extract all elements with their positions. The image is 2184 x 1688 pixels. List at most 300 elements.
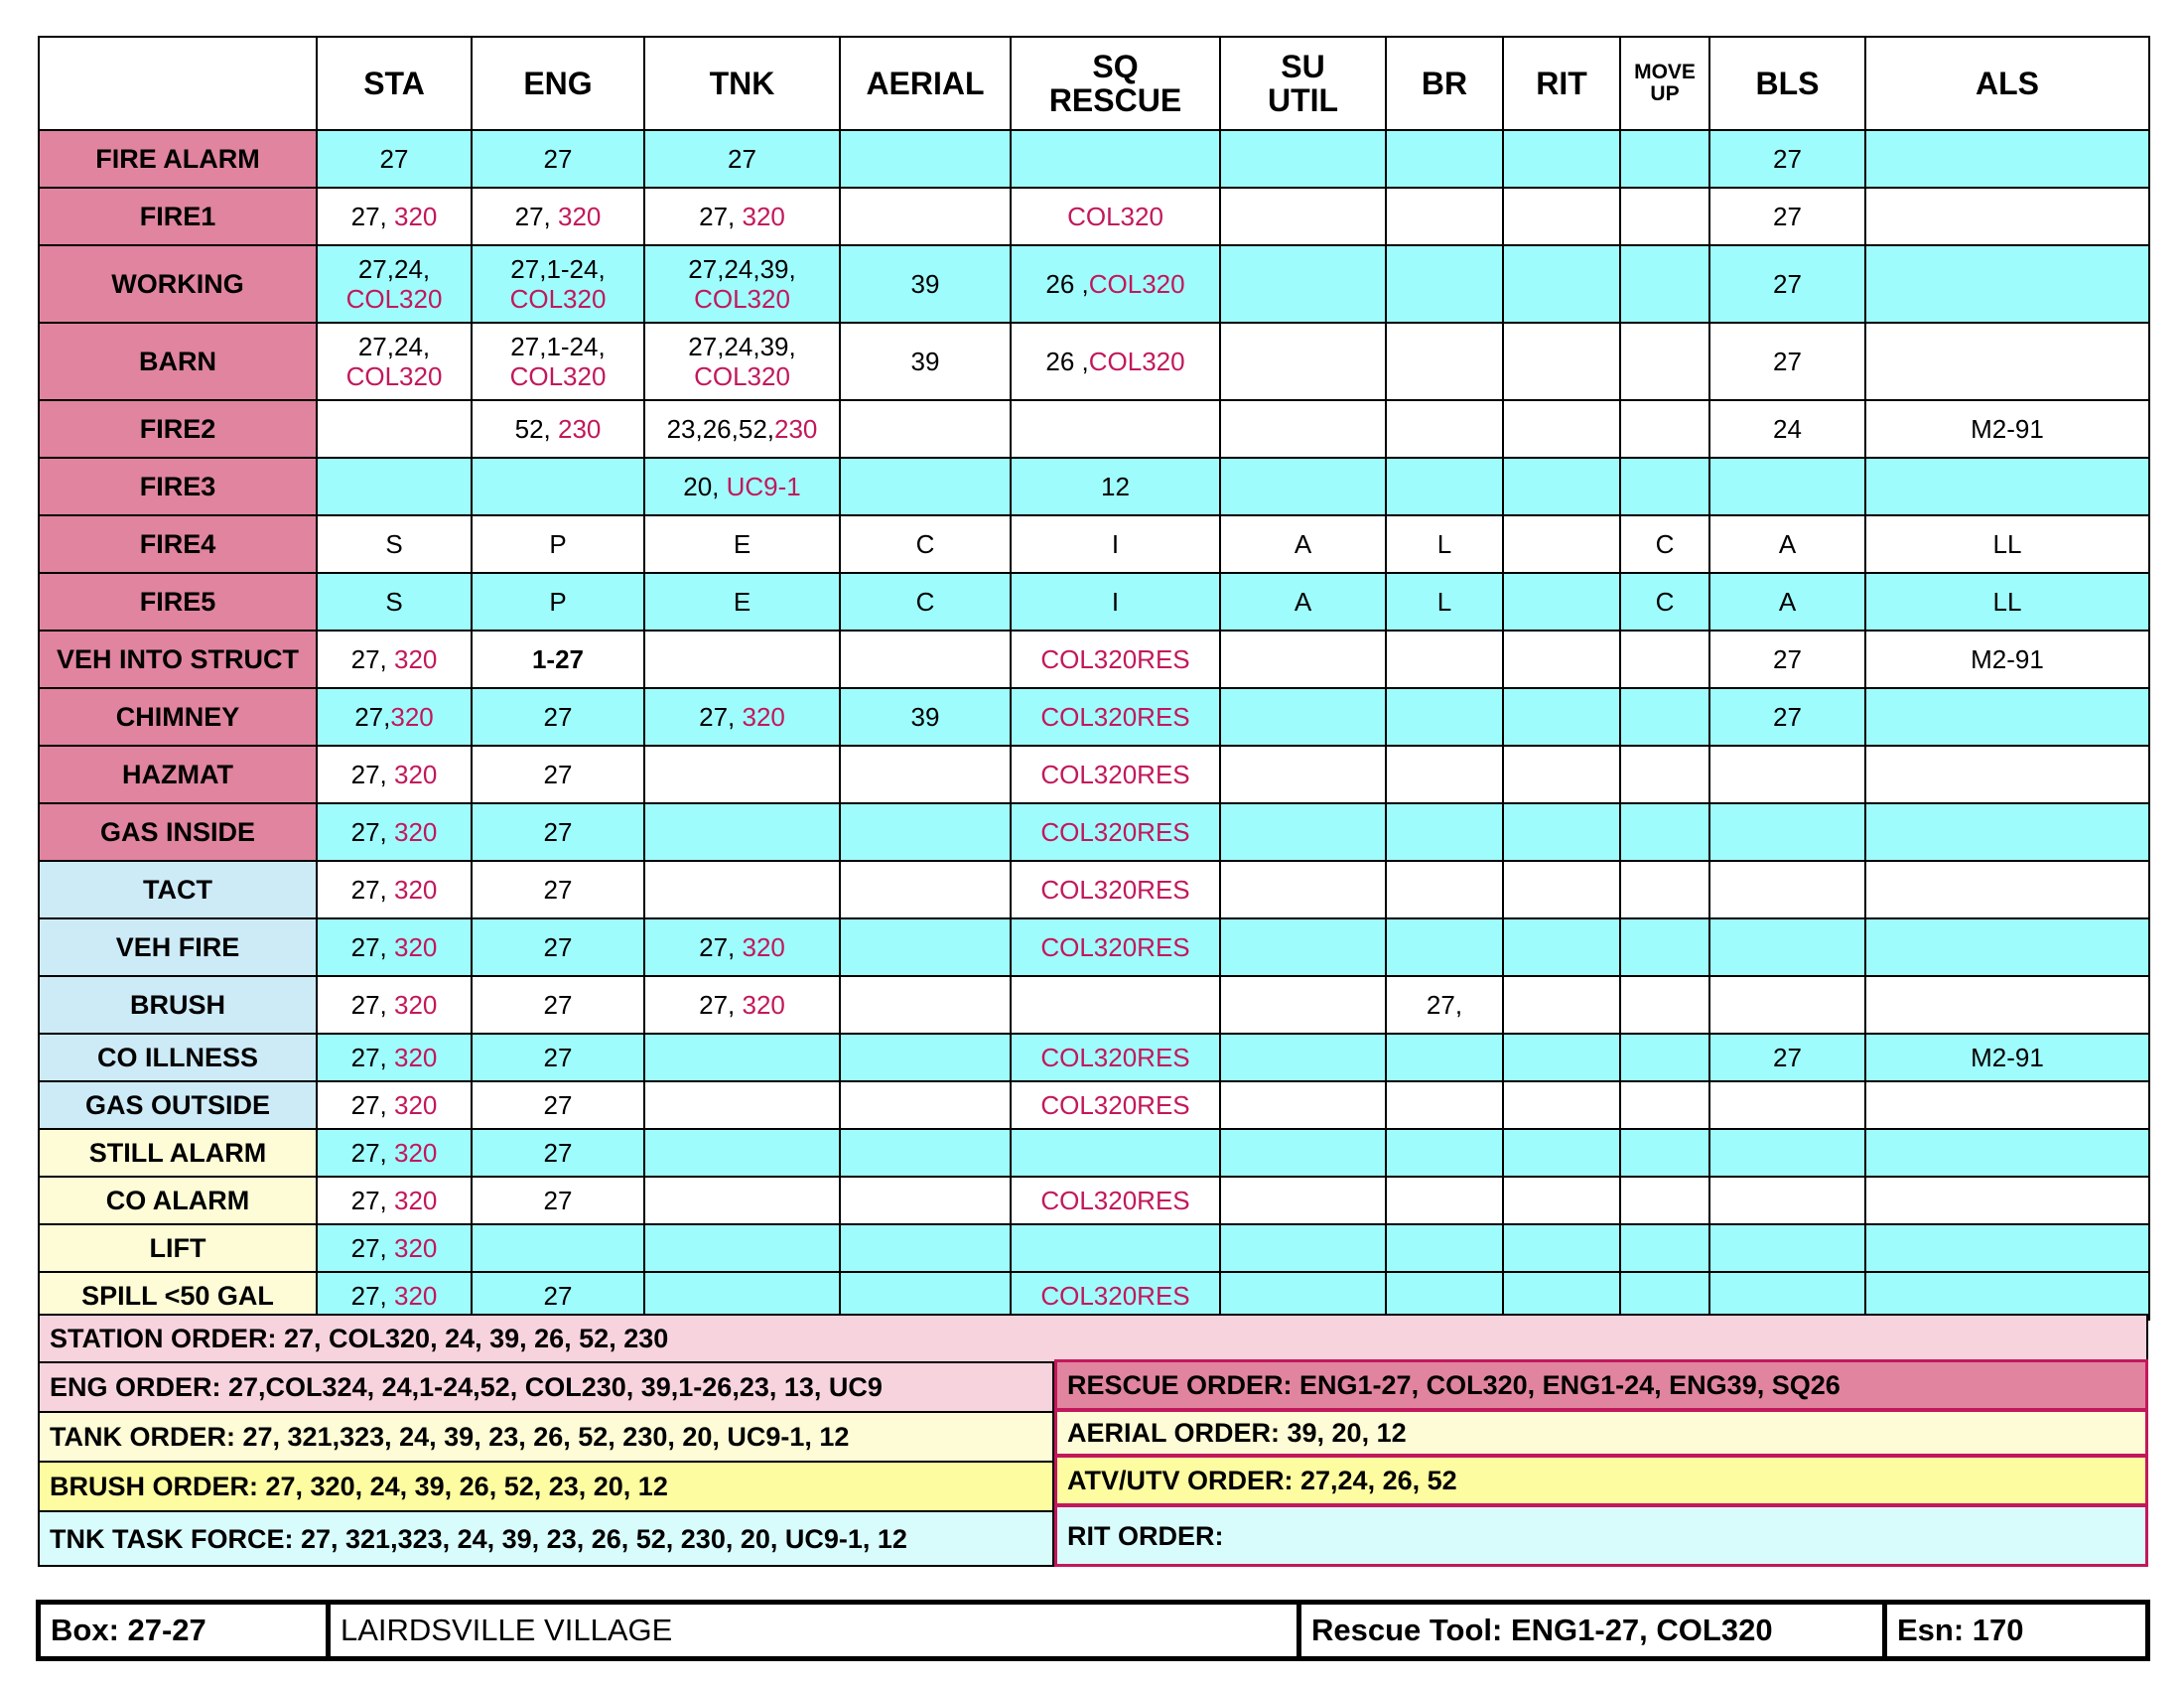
table-cell — [1011, 1129, 1220, 1177]
table-cell — [1386, 1129, 1503, 1177]
table-cell — [644, 861, 840, 918]
cell-text: 27, — [350, 817, 394, 847]
cell-text: COL320 — [1088, 269, 1185, 299]
table-cell — [1620, 188, 1709, 245]
table-cell — [1865, 188, 2149, 245]
table-cell — [840, 746, 1011, 803]
table-cell — [840, 918, 1011, 976]
table-cell — [644, 1034, 840, 1081]
table-row — [39, 188, 2149, 245]
table-cell — [1220, 1129, 1386, 1177]
row-label: FIRE ALARM — [39, 130, 317, 188]
table-cell — [840, 458, 1011, 515]
table-cell — [1386, 130, 1503, 188]
cell-text: 320 — [393, 1186, 438, 1215]
rescue-order: RESCUE ORDER: ENG1-27, COL320, ENG1-24, ENG39, SQ26 — [1054, 1359, 2148, 1411]
cell-text: 320 — [393, 817, 438, 847]
table-cell — [1503, 188, 1620, 245]
cell-text: C — [915, 529, 935, 559]
table-row — [39, 400, 2149, 458]
table-cell — [840, 400, 1011, 458]
cell-text: 320 — [390, 702, 434, 732]
cell-text: COL320 — [694, 284, 790, 314]
table-cell — [1620, 130, 1709, 188]
table-cell — [1709, 458, 1865, 515]
table-row — [39, 1272, 2149, 1320]
cell-text: 27, — [699, 932, 743, 962]
table-cell — [644, 323, 840, 400]
table-cell — [472, 688, 644, 746]
row-label: SPILL <50 GAL — [39, 1272, 317, 1320]
table-cell — [472, 130, 644, 188]
cell-text: 27 — [543, 1043, 573, 1072]
table-cell — [1620, 400, 1709, 458]
cell-text: A — [1778, 587, 1797, 617]
table-cell — [644, 1081, 840, 1129]
box-number: Box: 27-27 — [51, 1613, 206, 1647]
cell-text: 320 — [393, 1281, 438, 1311]
orders-block — [38, 1314, 2148, 1571]
table-cell — [644, 631, 840, 688]
cell-text: 27, — [350, 1233, 394, 1263]
table-cell — [472, 1272, 644, 1320]
cell-text: 27 — [1773, 1043, 1802, 1072]
cell-text: 320 — [393, 1233, 438, 1263]
table-cell — [1865, 976, 2149, 1034]
cell-text: 27, — [699, 990, 743, 1020]
location-name: LAIRDSVILLE VILLAGE — [326, 1605, 1297, 1656]
tnk-task-force: TNK TASK FORCE: 27, 321,323, 24, 39, 23, 26, 52, 230, 20, UC9-1, 12 — [38, 1510, 1054, 1567]
cell-text: 23,26,52, — [666, 414, 775, 444]
table-cell — [1386, 803, 1503, 861]
table-cell — [1220, 130, 1386, 188]
cell-text: I — [1111, 587, 1120, 617]
response-grid — [38, 36, 2150, 1321]
col-header-als: ALS — [1865, 37, 2149, 130]
cell-text: 27 — [543, 1138, 573, 1168]
table-cell — [1865, 323, 2149, 400]
table-cell — [644, 1224, 840, 1272]
table-cell — [1620, 573, 1709, 631]
table-cell — [644, 1272, 840, 1320]
cell-text: 27,24,39, — [688, 332, 796, 361]
esn-number: Esn: 170 — [1882, 1605, 2145, 1656]
row-label: CO ALARM — [39, 1177, 317, 1224]
table-cell — [1503, 861, 1620, 918]
table-cell — [1620, 245, 1709, 323]
table-cell — [1386, 458, 1503, 515]
table-cell — [472, 976, 644, 1034]
table-cell — [1220, 1224, 1386, 1272]
table-cell — [472, 746, 644, 803]
table-row — [39, 688, 2149, 746]
table-cell — [1620, 458, 1709, 515]
cell-text: 27, — [350, 990, 394, 1020]
row-label: FIRE1 — [39, 188, 317, 245]
cell-text: I — [1111, 529, 1120, 559]
table-cell — [1709, 1272, 1865, 1320]
table-cell — [1709, 245, 1865, 323]
table-cell — [1220, 573, 1386, 631]
table-cell — [644, 515, 840, 573]
cell-text: 27 — [543, 817, 573, 847]
table-cell — [1386, 573, 1503, 631]
cell-text: 39 — [910, 269, 940, 299]
cell-text: 320 — [393, 932, 438, 962]
table-cell — [1386, 861, 1503, 918]
table-cell — [840, 1129, 1011, 1177]
table-cell — [317, 1224, 472, 1272]
cell-text: 320 — [742, 202, 785, 231]
table-row — [39, 918, 2149, 976]
table-row — [39, 1081, 2149, 1129]
table-row — [39, 631, 2149, 688]
cell-text: 39 — [910, 702, 940, 732]
table-cell — [1220, 803, 1386, 861]
table-cell — [1011, 458, 1220, 515]
cell-text: 27 — [1773, 644, 1802, 674]
table-cell — [840, 688, 1011, 746]
table-cell — [1709, 976, 1865, 1034]
table-cell — [1503, 918, 1620, 976]
eng-order: ENG ORDER: 27,COL324, 24,1-24,52, COL230, 39,1-26,23, 13, UC9 — [38, 1361, 1054, 1413]
table-row — [39, 1129, 2149, 1177]
cell-text: 27, — [350, 1281, 394, 1311]
table-cell — [1620, 688, 1709, 746]
table-cell — [1220, 688, 1386, 746]
cell-text: 27, — [350, 1090, 394, 1120]
cell-text: 230 — [557, 414, 602, 444]
table-cell — [644, 188, 840, 245]
table-cell — [1709, 861, 1865, 918]
table-cell — [1709, 1224, 1865, 1272]
table-cell — [1865, 1177, 2149, 1224]
cell-text: LL — [1992, 529, 2022, 559]
cell-text: 320 — [393, 875, 438, 905]
cell-text: 1-27 — [531, 644, 585, 674]
table-cell — [472, 458, 644, 515]
table-cell — [840, 245, 1011, 323]
cell-text: COL320RES — [1040, 1186, 1190, 1215]
table-cell — [317, 1272, 472, 1320]
table-cell — [1386, 515, 1503, 573]
table-row — [39, 976, 2149, 1034]
table-cell — [1865, 515, 2149, 573]
table-cell — [1503, 400, 1620, 458]
row-label: WORKING — [39, 245, 317, 323]
table-cell — [1386, 976, 1503, 1034]
table-cell — [1620, 1034, 1709, 1081]
cell-text: COL320 — [509, 284, 607, 314]
table-cell — [1709, 688, 1865, 746]
table-cell — [1220, 245, 1386, 323]
table-cell — [1503, 631, 1620, 688]
table-cell — [1011, 1272, 1220, 1320]
table-cell — [317, 861, 472, 918]
cell-text: E — [733, 587, 751, 617]
table-row — [39, 1034, 2149, 1081]
table-cell — [472, 188, 644, 245]
table-cell — [644, 573, 840, 631]
table-cell — [1386, 1272, 1503, 1320]
col-header-tnk: TNK — [644, 37, 840, 130]
table-cell — [1220, 1177, 1386, 1224]
table-cell — [1011, 1034, 1220, 1081]
table-row — [39, 130, 2149, 188]
col-header-sta: STA — [317, 37, 472, 130]
table-cell — [1620, 631, 1709, 688]
table-cell — [317, 1081, 472, 1129]
table-cell — [1011, 631, 1220, 688]
table-row — [39, 323, 2149, 400]
table-cell — [472, 1224, 644, 1272]
cell-text: UC9-1 — [726, 472, 801, 501]
table-cell — [1011, 515, 1220, 573]
table-cell — [317, 1177, 472, 1224]
table-cell — [1011, 1224, 1220, 1272]
cell-text: COL320RES — [1040, 1090, 1190, 1120]
table-cell — [1709, 323, 1865, 400]
cell-text: 27 — [1773, 702, 1802, 732]
cell-text: 27 — [543, 990, 573, 1020]
cell-text: P — [549, 529, 567, 559]
table-cell — [1386, 1081, 1503, 1129]
cell-text: C — [1655, 529, 1675, 559]
table-cell — [317, 188, 472, 245]
table-cell — [317, 631, 472, 688]
row-label: FIRE2 — [39, 400, 317, 458]
table-cell — [1620, 976, 1709, 1034]
cell-text: 27 — [1773, 202, 1802, 231]
table-cell — [1865, 458, 2149, 515]
table-cell — [472, 631, 644, 688]
table-cell — [1503, 323, 1620, 400]
cell-text: 27,24, — [357, 332, 431, 361]
cell-text: 27 — [543, 1090, 573, 1120]
table-cell — [840, 1177, 1011, 1224]
table-cell — [317, 458, 472, 515]
table-cell — [1220, 1272, 1386, 1320]
row-label: HAZMAT — [39, 746, 317, 803]
table-cell — [1386, 400, 1503, 458]
cell-text: 320 — [393, 990, 438, 1020]
table-cell — [1220, 976, 1386, 1034]
cell-text: 27, — [350, 932, 394, 962]
table-cell — [317, 976, 472, 1034]
table-cell — [1011, 803, 1220, 861]
row-label: STILL ALARM — [39, 1129, 317, 1177]
cell-text: COL320RES — [1040, 702, 1190, 732]
col-header-su-util: SU UTIL — [1220, 37, 1386, 130]
table-row — [39, 1177, 2149, 1224]
cell-text: M2-91 — [1971, 414, 2044, 444]
table-cell — [1503, 746, 1620, 803]
cell-text: 27, — [350, 202, 394, 231]
cell-text: 27 — [543, 144, 573, 174]
cell-text: LL — [1992, 587, 2022, 617]
table-cell — [1011, 918, 1220, 976]
table-cell — [840, 976, 1011, 1034]
table-cell — [1709, 803, 1865, 861]
table-cell — [1620, 1177, 1709, 1224]
cell-text: 27,24, — [357, 254, 431, 284]
table-cell — [1865, 1272, 2149, 1320]
table-cell — [1011, 400, 1220, 458]
rescue-tool: Rescue Tool: ENG1-27, COL320 — [1297, 1605, 1882, 1656]
cell-text: COL320RES — [1040, 817, 1190, 847]
table-cell — [1220, 746, 1386, 803]
table-cell — [1386, 188, 1503, 245]
table-cell — [1620, 1081, 1709, 1129]
cell-text: A — [1294, 587, 1312, 617]
row-label: BARN — [39, 323, 317, 400]
cell-text: 27 — [379, 144, 409, 174]
table-cell — [1220, 400, 1386, 458]
table-cell — [472, 1177, 644, 1224]
cell-text: 320 — [393, 202, 438, 231]
row-label: VEH INTO STRUCT — [39, 631, 317, 688]
cell-text: COL320 — [1067, 202, 1163, 231]
cell-text: 230 — [774, 414, 818, 444]
cell-text: 320 — [742, 932, 785, 962]
table-cell — [317, 130, 472, 188]
table-cell — [1011, 976, 1220, 1034]
col-header-corner — [39, 37, 317, 130]
table-cell — [317, 1034, 472, 1081]
cell-text: 320 — [742, 702, 785, 732]
cell-text: 27, — [350, 760, 394, 789]
cell-text: 320 — [393, 1090, 438, 1120]
table-cell — [1220, 515, 1386, 573]
table-cell — [840, 631, 1011, 688]
table-cell — [1865, 1129, 2149, 1177]
table-cell — [1386, 631, 1503, 688]
table-cell — [1220, 1034, 1386, 1081]
table-cell — [840, 515, 1011, 573]
table-cell — [317, 803, 472, 861]
table-cell — [317, 918, 472, 976]
table-cell — [472, 515, 644, 573]
table-cell — [1865, 688, 2149, 746]
row-label: GAS OUTSIDE — [39, 1081, 317, 1129]
table-cell — [840, 130, 1011, 188]
row-label: CO ILLNESS — [39, 1034, 317, 1081]
table-cell — [1011, 130, 1220, 188]
cell-text: 320 — [393, 1043, 438, 1072]
table-row — [39, 515, 2149, 573]
cell-text: COL320RES — [1040, 1281, 1190, 1311]
cell-text: A — [1294, 529, 1312, 559]
table-cell — [840, 1034, 1011, 1081]
table-cell — [840, 803, 1011, 861]
table-cell — [1386, 1224, 1503, 1272]
table-cell — [317, 688, 472, 746]
table-cell — [1865, 631, 2149, 688]
cell-text: E — [733, 529, 751, 559]
table-cell — [317, 515, 472, 573]
table-cell — [1865, 803, 2149, 861]
table-cell — [644, 746, 840, 803]
table-cell — [1503, 245, 1620, 323]
cell-text: 27 — [543, 702, 573, 732]
cell-text: A — [1778, 529, 1797, 559]
cell-text: 52, — [514, 414, 558, 444]
table-cell — [1011, 1177, 1220, 1224]
row-label: BRUSH — [39, 976, 317, 1034]
table-cell — [840, 188, 1011, 245]
table-cell — [1386, 746, 1503, 803]
cell-text: 27, — [350, 1043, 394, 1072]
table-cell — [644, 976, 840, 1034]
table-cell — [1386, 688, 1503, 746]
table-cell — [1620, 746, 1709, 803]
table-cell — [1620, 323, 1709, 400]
table-cell — [840, 861, 1011, 918]
table-cell — [1620, 803, 1709, 861]
row-label: GAS INSIDE — [39, 803, 317, 861]
table-cell — [1503, 1272, 1620, 1320]
table-cell — [1709, 918, 1865, 976]
table-cell — [1503, 130, 1620, 188]
table-cell — [1865, 400, 2149, 458]
table-cell — [644, 245, 840, 323]
cell-text: 320 — [557, 202, 602, 231]
table-cell — [472, 400, 644, 458]
table-cell — [1220, 323, 1386, 400]
table-cell — [472, 1081, 644, 1129]
table-cell — [1709, 130, 1865, 188]
cell-text: 27, — [699, 202, 743, 231]
cell-text: C — [915, 587, 935, 617]
cell-text: 26 , — [1045, 269, 1089, 299]
table-cell — [1386, 323, 1503, 400]
table-cell — [1386, 918, 1503, 976]
table-cell — [1220, 918, 1386, 976]
col-header-br: BR — [1386, 37, 1503, 130]
table-cell — [1503, 1224, 1620, 1272]
cell-text: 27 — [543, 760, 573, 789]
table-cell — [644, 400, 840, 458]
table-cell — [1709, 400, 1865, 458]
table-cell — [1503, 976, 1620, 1034]
table-cell — [317, 746, 472, 803]
table-row — [39, 803, 2149, 861]
table-row — [39, 861, 2149, 918]
table-cell — [1011, 861, 1220, 918]
table-cell — [1220, 188, 1386, 245]
cell-text: COL320 — [509, 361, 607, 391]
cell-text: COL320 — [345, 361, 443, 391]
table-cell — [1503, 1034, 1620, 1081]
cell-text: 27 — [1773, 269, 1802, 299]
table-cell — [1709, 631, 1865, 688]
table-cell — [1709, 188, 1865, 245]
col-header-sq-rescue: SQ RESCUE — [1011, 37, 1220, 130]
table-cell — [1011, 746, 1220, 803]
table-cell — [1865, 1034, 2149, 1081]
table-cell — [1865, 746, 2149, 803]
table-cell — [472, 323, 644, 400]
table-cell — [1865, 861, 2149, 918]
table-cell — [644, 918, 840, 976]
table-cell — [1620, 1224, 1709, 1272]
table-cell — [1220, 631, 1386, 688]
table-cell — [1386, 1177, 1503, 1224]
table-cell — [317, 245, 472, 323]
cell-text: 320 — [393, 1138, 438, 1168]
cell-text: 27, — [350, 1186, 394, 1215]
cell-text: 320 — [742, 990, 785, 1020]
